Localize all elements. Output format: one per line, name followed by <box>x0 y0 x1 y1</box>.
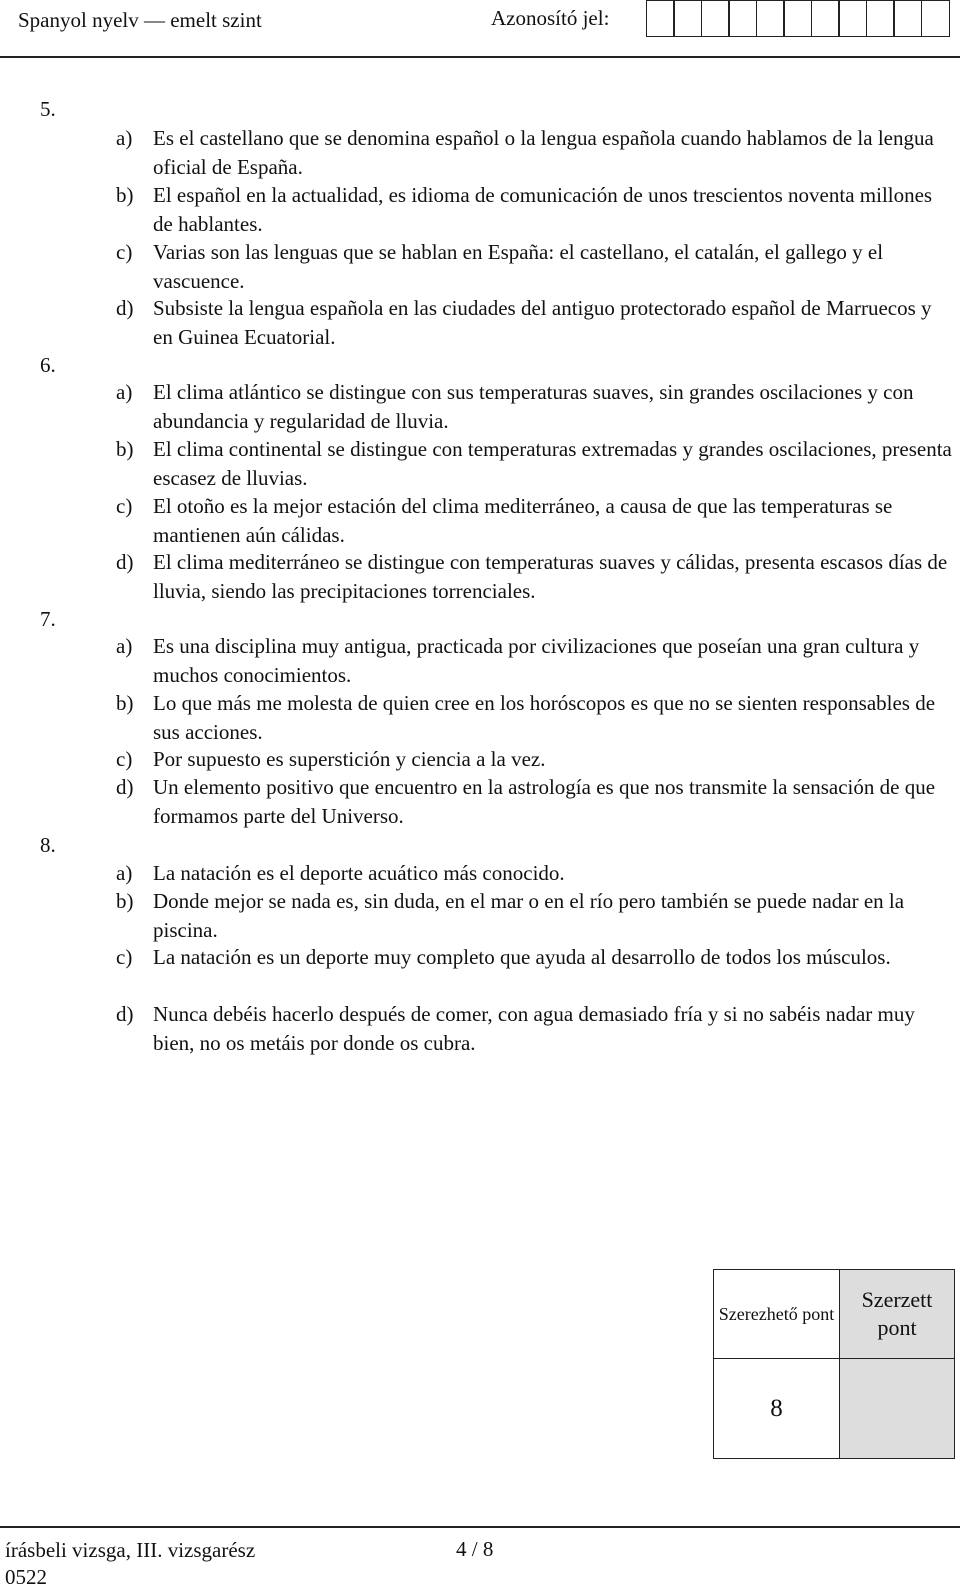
option-text: El clima atlántico se distingue con sus temperaturas suaves, sin grandes oscilaciones y con abundancia y regularidad de lluvia. <box>153 380 914 433</box>
question-number: 6. <box>40 353 56 377</box>
option-text: Varias son las lenguas que se hablan en España: el castellano, el catalán, el gallego y el vascuence. <box>153 240 884 293</box>
option-letter: d) <box>116 550 134 574</box>
answer-option <box>116 943 956 972</box>
option-letter: b) <box>116 183 134 207</box>
option-text: El clima continental se distingue con temperaturas extremadas y grandes oscilaciones, presenta escasez de lluvias. <box>153 437 952 490</box>
id-label: Azonosító jel: <box>491 6 610 30</box>
option-text: Nunca debéis hacerlo después de comer, con agua demasiado fría y si no sabéis nadar muy bien, no os metáis por donde os cubra. <box>153 1002 915 1055</box>
score-table <box>713 1269 955 1459</box>
option-letter: c) <box>116 240 133 264</box>
answer-option <box>116 689 956 747</box>
id-box[interactable] <box>838 0 867 37</box>
option-letter: c) <box>116 945 133 969</box>
exam-code: 0522 <box>5 1565 47 1589</box>
id-boxes[interactable] <box>647 0 950 37</box>
option-text: Es una disciplina muy antigua, practicada por civilizaciones que poseían una gran cultura y muchos conocimientos. <box>153 634 920 687</box>
id-box[interactable] <box>756 0 785 37</box>
id-box[interactable] <box>783 0 812 37</box>
option-letter: c) <box>116 747 133 771</box>
option-text: Por supuesto es superstición y ciencia a la vez. <box>153 747 546 771</box>
answer-option <box>116 1000 956 1058</box>
option-letter: b) <box>116 691 134 715</box>
option-letter: d) <box>116 1002 134 1026</box>
id-box[interactable] <box>811 0 840 37</box>
answer-option <box>116 492 956 550</box>
option-text: Lo que más me molesta de quien cree en los horóscopos es que no se sienten responsables de sus acciones. <box>153 691 936 744</box>
answer-option <box>116 294 956 352</box>
question-number: 5. <box>40 97 56 121</box>
answer-option <box>116 181 956 239</box>
option-letter: c) <box>116 494 133 518</box>
option-letter: a) <box>116 380 133 404</box>
earned-points-label: Szerzett pont <box>840 1270 955 1359</box>
page-header <box>0 0 960 56</box>
question-number: 7. <box>40 607 56 631</box>
option-letter: a) <box>116 634 133 658</box>
answer-option <box>116 887 956 945</box>
question-number: 8. <box>40 833 56 857</box>
answer-option <box>116 378 956 436</box>
header-divider <box>0 56 960 58</box>
page-number: 4 / 8 <box>456 1537 494 1561</box>
id-box[interactable] <box>893 0 922 37</box>
id-box[interactable] <box>866 0 895 37</box>
option-text: El otoño es la mejor estación del clima mediterráneo, a causa de que las temperaturas se mantienen aún cálidas. <box>153 494 893 547</box>
answer-option <box>116 632 956 690</box>
option-text: Un elemento positivo que encuentro en la astrología es que nos transmite la sensación de que formamos parte del Universo. <box>153 775 936 828</box>
max-points-value: 8 <box>714 1359 840 1459</box>
option-text: El español en la actualidad, es idioma de comunicación de unos trescientos noventa millones de hablantes. <box>153 183 933 236</box>
subject-title: Spanyol nyelv — emelt szint <box>18 8 262 32</box>
option-letter: a) <box>116 126 133 150</box>
option-letter: a) <box>116 861 133 885</box>
id-box[interactable] <box>673 0 702 37</box>
option-text: El clima mediterráneo se distingue con temperaturas suaves y cálidas, presenta escasos días de lluvia, siendo las precipitaciones torrenciales. <box>153 550 948 603</box>
earned-points-value[interactable] <box>840 1359 955 1459</box>
option-text: Subsiste la lengua española en las ciudades del antiguo protectorado español de Marruecos y en Guinea Ecuatorial. <box>153 296 932 349</box>
option-letter: b) <box>116 889 134 913</box>
option-text: Donde mejor se nada es, sin duda, en el mar o en el río pero también se puede nadar en la piscina. <box>153 889 905 942</box>
option-letter: b) <box>116 437 134 461</box>
answer-option <box>116 548 956 606</box>
option-text: Es el castellano que se denomina español o la lengua española cuando hablamos de la lengua oficial de España. <box>153 126 934 179</box>
answer-option <box>116 773 956 831</box>
answer-option <box>116 745 956 774</box>
max-points-label: Szerezhető pont <box>714 1270 840 1359</box>
exam-line: írásbeli vizsga, III. vizsgarész <box>5 1538 256 1562</box>
id-box[interactable] <box>921 0 950 37</box>
answer-option <box>116 124 956 182</box>
option-letter: d) <box>116 296 134 320</box>
footer-info <box>5 1537 255 1591</box>
id-box[interactable] <box>701 0 730 37</box>
option-text: La natación es un deporte muy completo que ayuda al desarrollo de todos los músculos. <box>153 945 891 969</box>
answer-option <box>116 435 956 493</box>
option-letter: d) <box>116 775 134 799</box>
footer-divider <box>0 1526 960 1528</box>
id-box[interactable] <box>728 0 757 37</box>
answer-option <box>116 859 956 888</box>
answer-option <box>116 238 956 296</box>
option-text: La natación es el deporte acuático más conocido. <box>153 861 565 885</box>
id-box[interactable] <box>646 0 675 37</box>
